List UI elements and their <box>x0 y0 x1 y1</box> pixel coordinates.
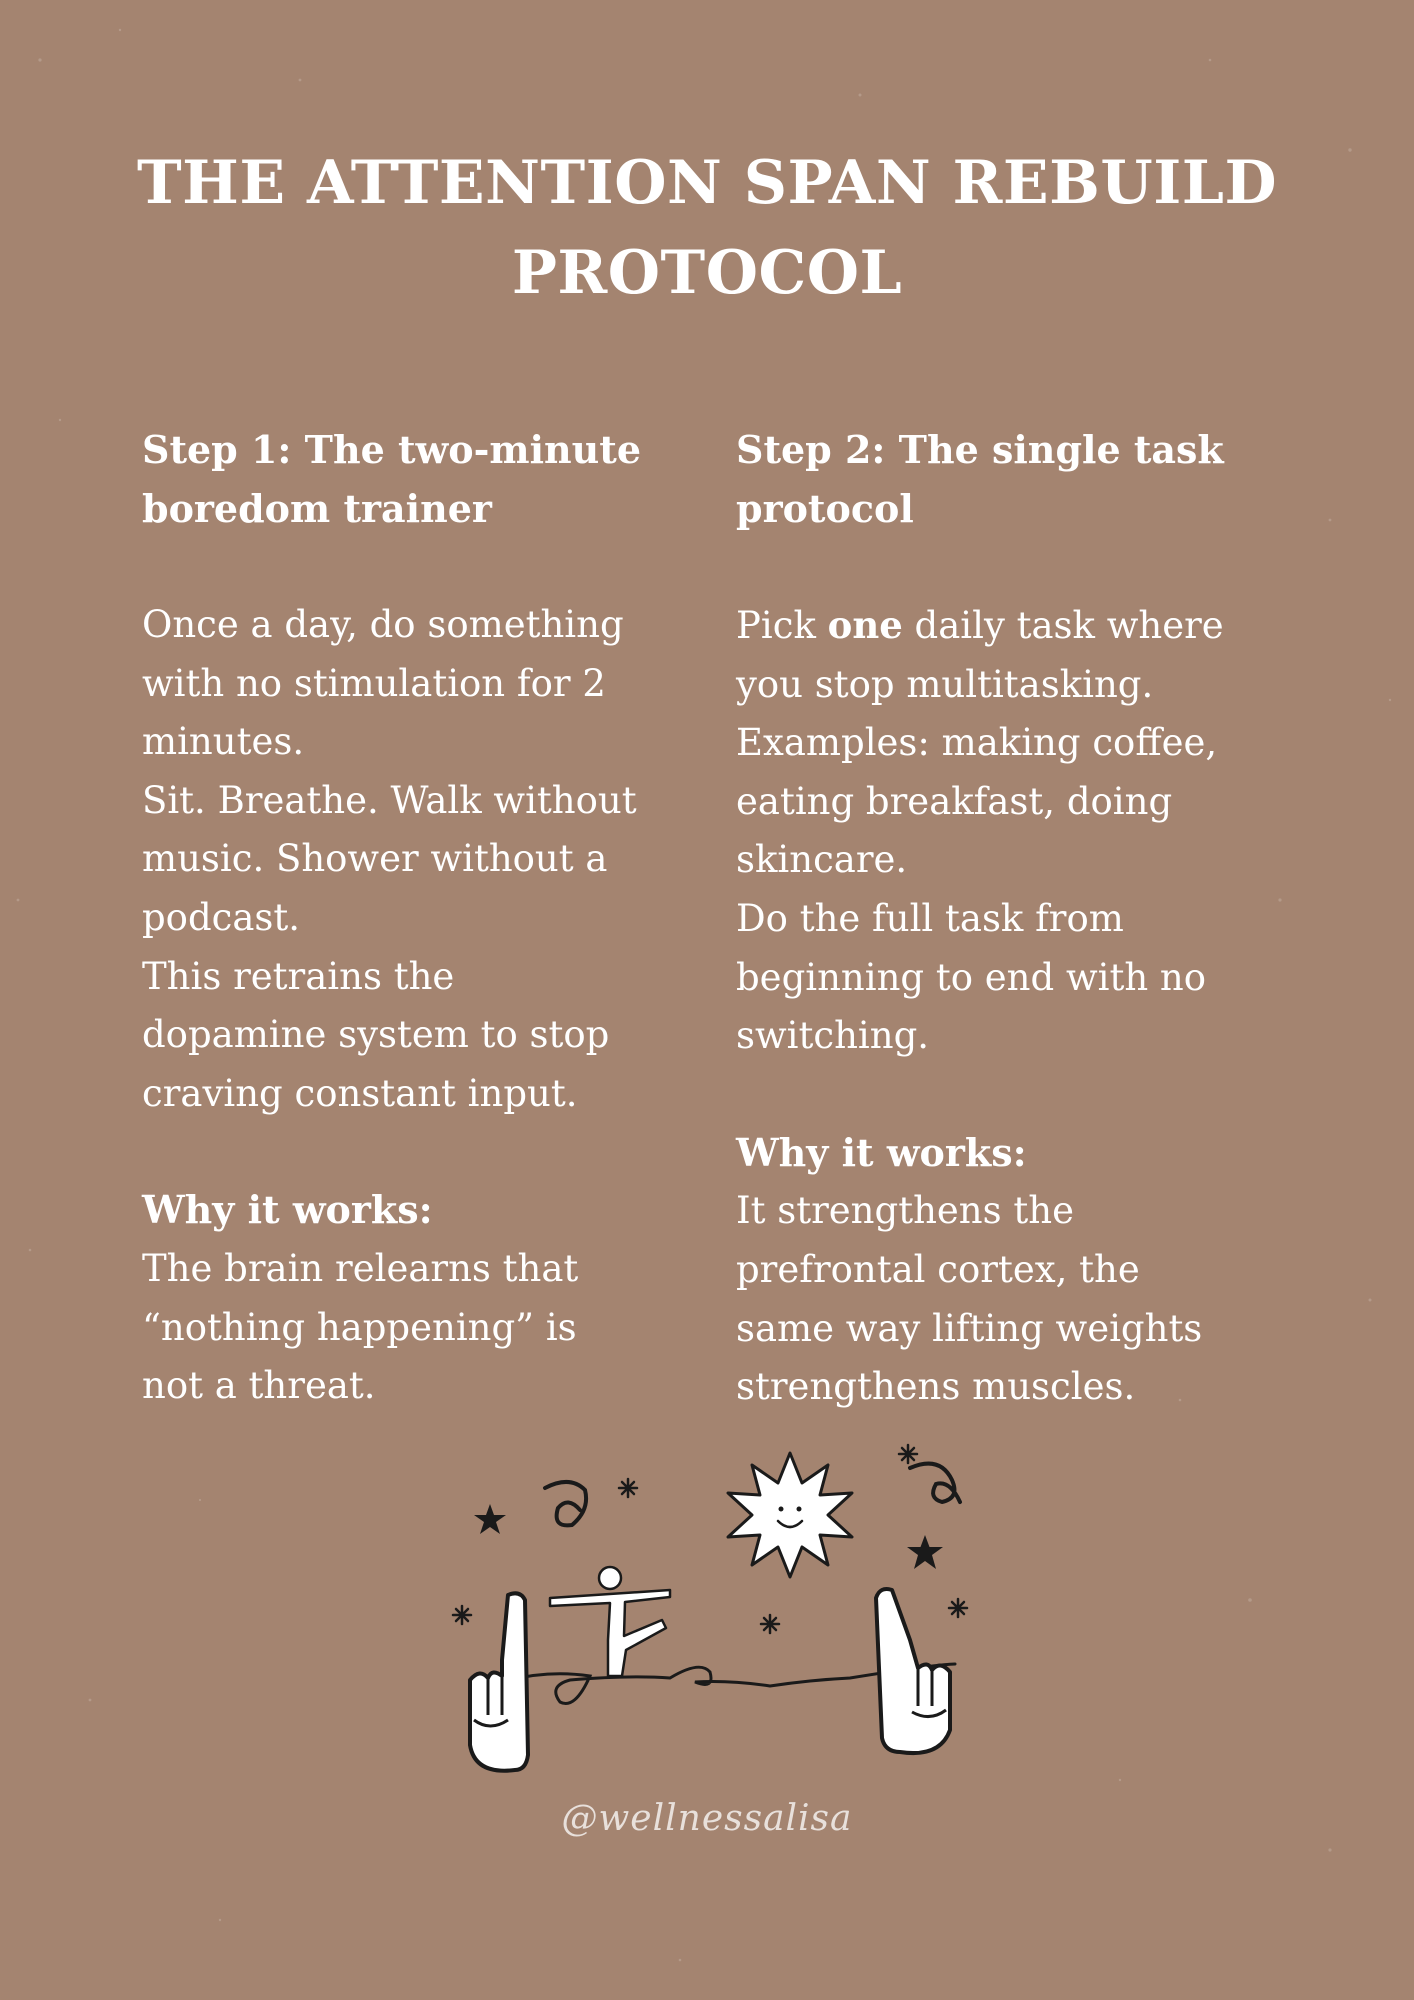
why-line: The brain relearns that <box>142 1246 579 1290</box>
body-line: dopamine system to stop <box>142 1013 610 1057</box>
body-line: music. Shower without a <box>142 837 608 881</box>
step-1-heading-line: Step 1: The two-minute <box>142 427 641 472</box>
why-line: not a threat. <box>142 1364 376 1408</box>
title-line-2: PROTOCOL <box>511 238 903 308</box>
step-1-why-label: Why it works: <box>142 1187 433 1233</box>
step-1-heading <box>142 420 702 538</box>
why-line: prefrontal cortex, the <box>736 1247 1140 1291</box>
author-handle: @wellnessalisa <box>561 1798 853 1839</box>
step-1-body <box>142 596 702 1123</box>
step-1-column <box>142 420 702 1416</box>
step-2-body <box>736 596 1296 1066</box>
text-run: Pick <box>736 604 828 647</box>
text-run: daily task where <box>902 604 1224 647</box>
step-2-why-label: Why it works: <box>736 1129 1027 1175</box>
step-1-heading-line: boredom trainer <box>142 486 492 531</box>
hand-icon <box>470 1593 528 1770</box>
hand-icon <box>876 1589 950 1753</box>
tightrope-walker-icon <box>550 1567 670 1676</box>
body-line-first <box>736 596 1296 656</box>
body-line: podcast. <box>142 895 301 939</box>
star-icon <box>474 1504 506 1534</box>
why-line: It strengthens the <box>736 1189 1074 1233</box>
sun-face-icon <box>728 1453 852 1577</box>
why-line: strengthens muscles. <box>736 1365 1136 1409</box>
tightrope-illustration <box>430 1440 990 1790</box>
body-line: switching. <box>736 1014 930 1058</box>
body-line: beginning to end with no <box>736 955 1207 999</box>
step-2-column <box>736 420 1296 1417</box>
body-line: eating breakfast, doing <box>736 779 1173 823</box>
body-line: minutes. <box>142 720 305 764</box>
body-line: you stop multitasking. <box>736 662 1154 706</box>
body-line: This retrains the <box>142 954 455 998</box>
step-2-heading <box>736 420 1296 538</box>
step-1-why-body <box>142 1240 702 1416</box>
body-line: Once a day, do something <box>142 603 624 646</box>
title-line-1: THE ATTENTION SPAN REBUILD <box>137 148 1277 218</box>
star-icon <box>907 1535 943 1569</box>
step-2-why-body <box>736 1182 1296 1416</box>
swirl-icon <box>910 1464 960 1502</box>
swirl-icon <box>545 1482 586 1525</box>
body-line: skincare. <box>736 838 908 882</box>
body-line: Examples: making coffee, <box>736 721 1218 765</box>
body-line: craving constant input. <box>142 1071 578 1115</box>
page-title <box>0 138 1414 318</box>
why-line: “nothing happening” is <box>142 1305 577 1349</box>
body-line: with no stimulation for 2 <box>142 661 606 705</box>
step-2-heading-line: Step 2: The single task <box>736 427 1224 472</box>
body-line: Do the full task from <box>736 896 1124 940</box>
why-line: same way lifting weights <box>736 1306 1203 1350</box>
step-2-heading-line: protocol <box>736 486 914 531</box>
emphasis-one: one <box>827 603 903 647</box>
body-line: Sit. Breathe. Walk without <box>142 778 637 822</box>
